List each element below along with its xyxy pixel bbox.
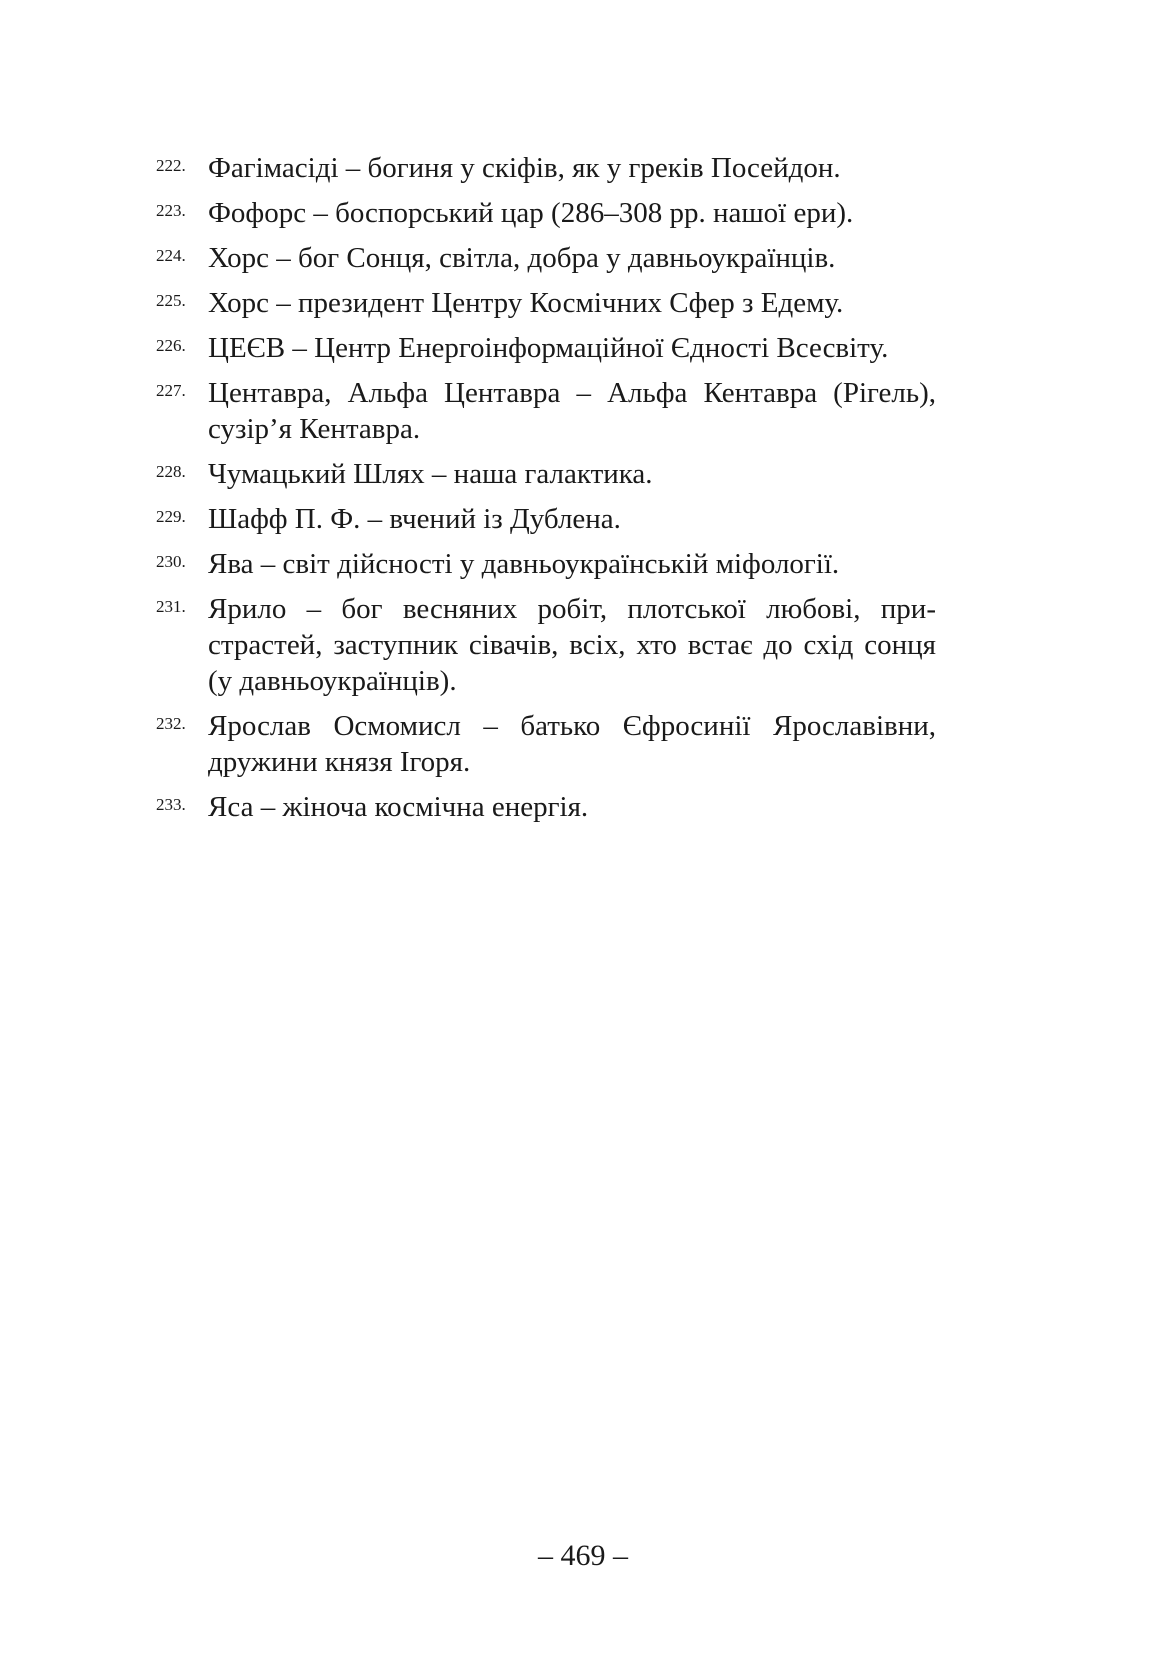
endnote-text: Фагімасіді – богиня у скіфів, як у греків Посейдон. xyxy=(208,152,841,184)
endnote-number: 227 . xyxy=(156,376,186,406)
endnote xyxy=(156,501,936,537)
endnote-number: 230 . xyxy=(156,547,186,577)
endnote-text: Фофорс – боспорський цар (286–308 рр. нашої ери). xyxy=(208,197,854,229)
endnote xyxy=(156,708,936,780)
endnote-text: Шафф П. Ф. – вчений із Дублена. xyxy=(208,503,621,535)
endnote xyxy=(156,330,936,366)
endnote-text: Хорс – бог Сонця, світла, добра у давньоукраїнців. xyxy=(208,242,836,274)
endnote-text: Центавра, Альфа Центавра – Альфа Кентавра (Рігель), сузір’я Кентавра. xyxy=(208,377,936,445)
page-number: – 469 – xyxy=(538,1539,628,1572)
endnote-text: Яса – жіноча космічна енергія. xyxy=(208,791,589,823)
endnote xyxy=(156,789,936,825)
endnote-text: Ярослав Осмомисл – батько Єфросинії Ярославівни, дружини князя Ігоря. xyxy=(208,710,936,778)
endnote-number: 224 . xyxy=(156,241,186,271)
endnote-number: 231 . xyxy=(156,592,186,622)
endnote xyxy=(156,375,936,447)
endnote xyxy=(156,195,936,231)
endnote xyxy=(156,240,936,276)
endnote-number: 222 . xyxy=(156,151,186,181)
endnote-number: 225 . xyxy=(156,286,186,316)
endnote-text: Чумацький Шлях – наша галактика. xyxy=(208,458,653,490)
endnote-text: ЦЕЄВ – Центр Енергоінформаційної Єдності Всесвіту. xyxy=(208,332,889,364)
endnote-text: Хорс – президент Центру Космічних Сфер з Едему. xyxy=(208,287,844,319)
endnote-number: 226 . xyxy=(156,331,186,361)
endnote-number: 232 . xyxy=(156,709,186,739)
endnote-number: 233 . xyxy=(156,790,186,820)
endnote xyxy=(156,591,936,699)
endnotes-list xyxy=(156,150,936,834)
endnote-number: 223 . xyxy=(156,196,186,226)
endnote-number: 228 . xyxy=(156,457,186,487)
endnote-number: 229 . xyxy=(156,502,186,532)
endnote xyxy=(156,456,936,492)
endnote xyxy=(156,150,936,186)
endnote-text: Ярило – бог весняних робіт, плотської любові, пристрастей, заступник сівачів, всіх, хто встає до схід сонця (у давньоукраїнців). xyxy=(208,593,936,697)
endnote-text: Ява – світ дійсності у давньоукраїнській міфології. xyxy=(208,548,840,580)
endnote xyxy=(156,546,936,582)
endnote xyxy=(156,285,936,321)
